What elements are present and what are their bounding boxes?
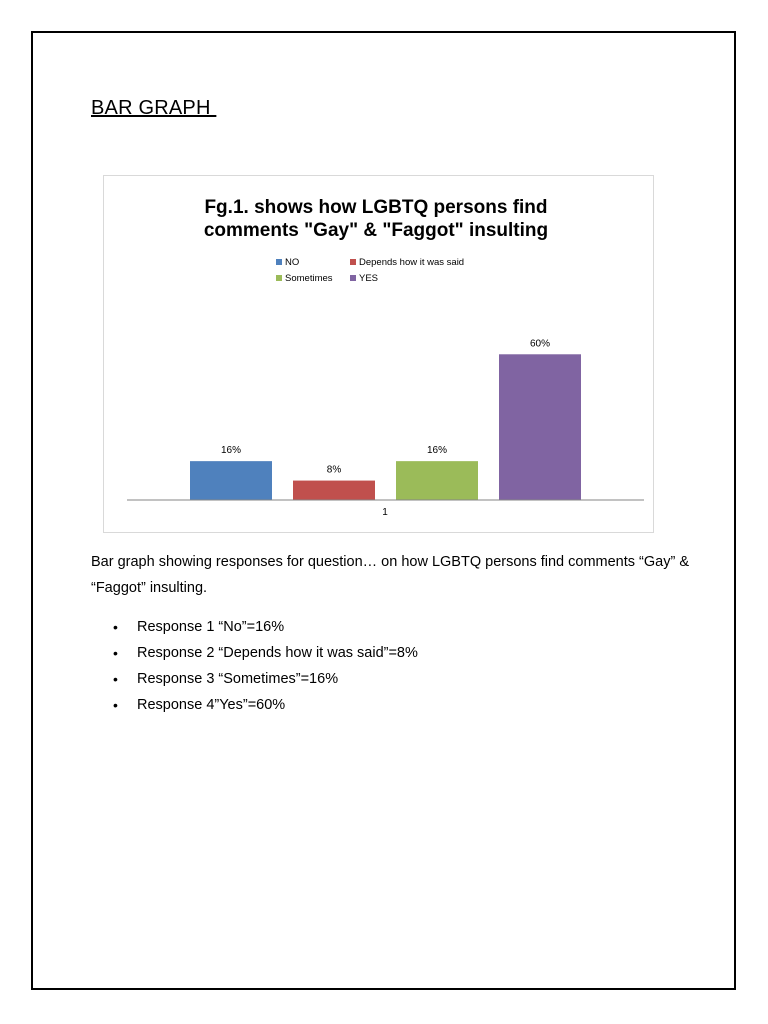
bar-data-label: 8%: [326, 464, 342, 476]
legend-label: Sometimes: [285, 273, 333, 284]
response-list: [113, 614, 418, 718]
chart-title-line-1: Fg.1. shows how LGBTQ persons find: [204, 197, 548, 218]
bullet-icon: •: [113, 619, 118, 635]
bullet-icon: •: [113, 697, 118, 713]
list-item: [113, 666, 418, 692]
bar-chart-svg: [104, 176, 655, 534]
chart-bars: [190, 338, 581, 500]
chart-legend: [276, 257, 464, 284]
legend-swatch: [276, 275, 282, 281]
chart-title-line-2: comments "Gay" & "Faggot" insulting: [203, 220, 549, 241]
chart-caption: Bar graph showing responses for question… on how LGBTQ persons find comments “Gay” & “Faggot” insulting.: [91, 554, 690, 596]
legend-label: YES: [359, 273, 379, 284]
bar-data-label: 16%: [426, 445, 448, 457]
bar-data-label: 60%: [529, 338, 551, 350]
bar-chart: [103, 175, 654, 533]
bar: [190, 461, 272, 500]
bar: [499, 354, 581, 500]
legend-label: Depends how it was said: [359, 257, 465, 268]
legend-swatch: [350, 275, 356, 281]
x-tick-label: 1: [382, 507, 388, 518]
list-item: [113, 614, 418, 640]
bullet-icon: •: [113, 645, 118, 661]
response-text: Response 4”Yes”=60%: [137, 697, 286, 713]
bar: [396, 461, 478, 500]
list-item: [113, 692, 418, 718]
response-text: Response 3 “Sometimes”=16%: [137, 671, 339, 687]
list-item: [113, 640, 418, 666]
legend-swatch: [276, 259, 282, 265]
bullet-icon: •: [113, 671, 118, 687]
legend-label: NO: [285, 257, 300, 268]
legend-swatch: [350, 259, 356, 265]
section-heading: BAR GRAPH: [91, 97, 217, 119]
response-text: Response 1 “No”=16%: [137, 619, 285, 635]
response-text: Response 2 “Depends how it was said”=8%: [137, 645, 418, 661]
bar: [293, 481, 375, 500]
bar-data-label: 16%: [220, 445, 242, 457]
